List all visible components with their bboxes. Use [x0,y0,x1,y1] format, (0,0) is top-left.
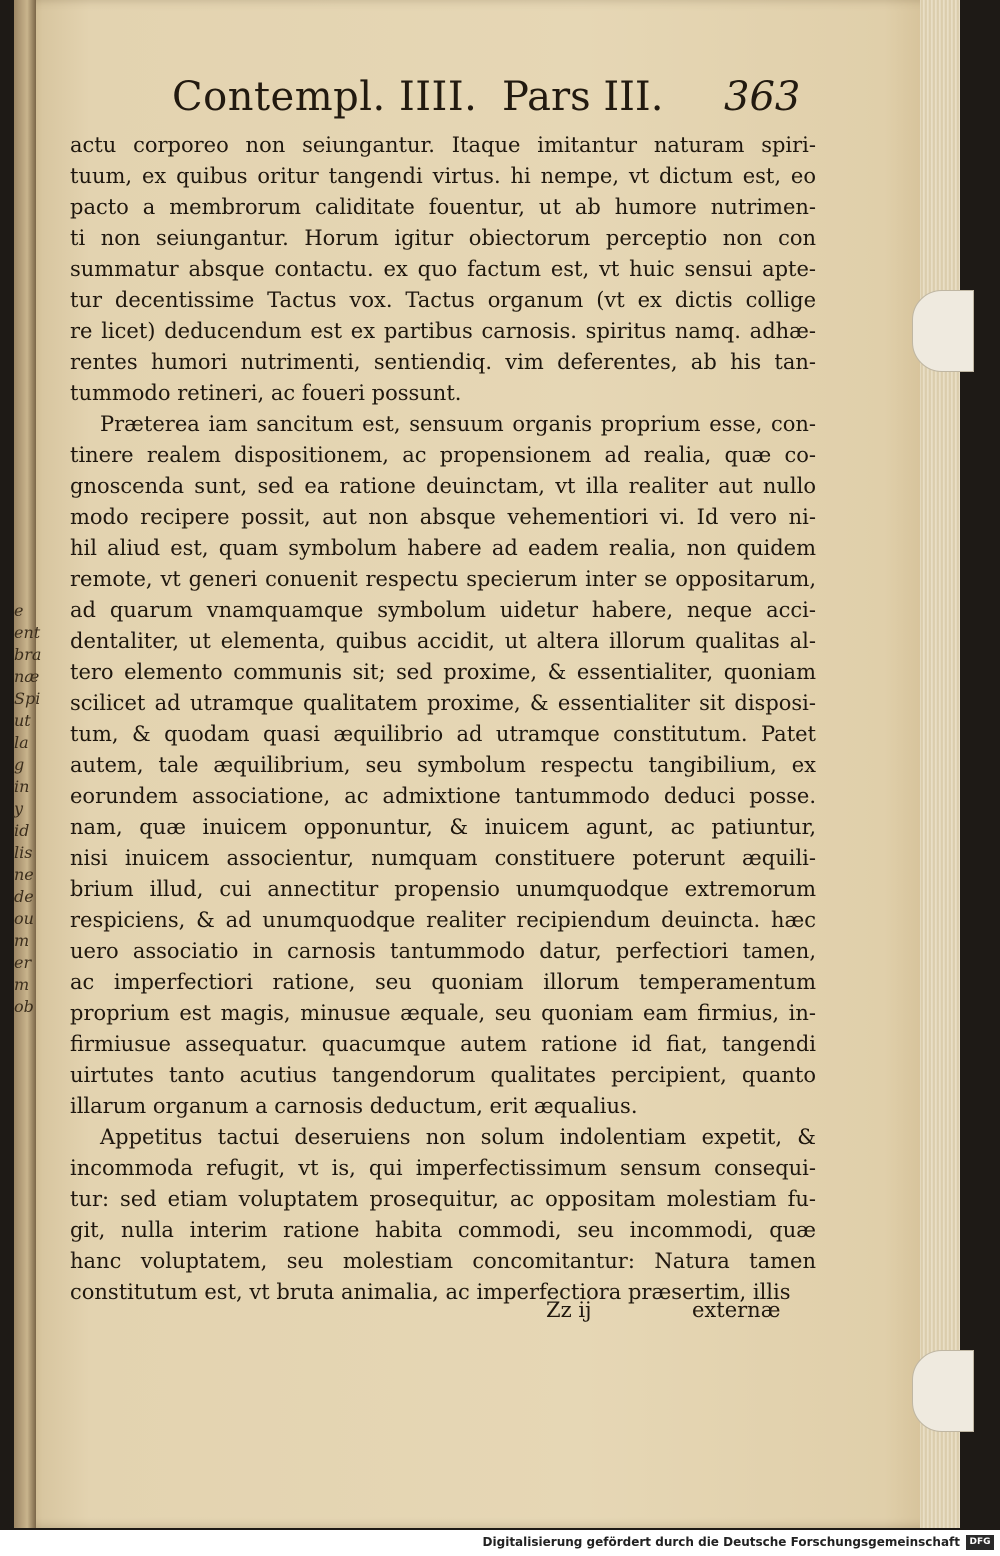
text-line: actu corporeo non seiungantur. Itaque imitantur naturam spiri- [70,133,816,157]
margin-fragment: Spi [14,689,41,708]
header-part: Pars III. [502,74,664,120]
credit-text: Digitalisierung gefördert durch die Deutsche Forschungsgemeinschaft [482,1535,960,1549]
text-line: autem, tale æquilibrium, seu symbolum respectu tangibilium, ex [70,753,816,777]
text-line: dentaliter, ut elementa, quibus accidit, ut altera illorum qualitas al- [70,629,816,653]
text-line: modo recipere possit, aut non absque vehementiori vi. Id vero ni- [70,505,816,529]
text-line: incommoda refugit, vt is, qui imperfectissimum sensum consequi- [70,1156,816,1180]
text-line: remote, vt generi conuenit respectu specierum inter se oppositarum, [70,567,816,591]
signature-mark: Zz ij [546,1298,592,1322]
text-line: uirtutes tanto acutius tangendorum qualitates percipient, quanto [70,1063,816,1087]
credit-bar [0,1530,1000,1556]
text-line: tum, & quodam quasi æquilibrio ad utramque constitutum. Patet [70,722,816,746]
margin-fragment: lis [14,843,33,862]
text-line: Appetitus tactui deseruiens non solum indolentiam expetit, & [100,1125,816,1149]
margin-fragment: la [14,733,29,752]
margin-fragment: næ [14,667,40,686]
text-line: uero associatio in carnosis tantummodo datur, perfectiori tamen, [70,939,816,963]
page-footer [14,1298,960,1330]
margin-fragments [14,600,42,1018]
margin-fragment: m [14,975,30,994]
text-line: scilicet ad utramque qualitatem proxime, & essentialiter sit disposi- [70,691,816,715]
tab-marker-upper [912,290,974,372]
margin-fragment: ne [14,865,34,884]
margin-fragment: ob [14,997,34,1016]
text-line: tur decentissime Tactus vox. Tactus organum (vt ex dictis collige [70,288,816,312]
text-line: hil aliud est, quam symbolum habere ad eadem realia, non quidem [70,536,816,560]
text-line: hanc voluptatem, seu molestiam concomitantur: Natura tamen [70,1249,816,1273]
text-line: re licet) deducendum est ex partibus carnosis. spiritus namq. adhæ- [70,319,816,343]
text-line: illarum organum a carnosis deductum, erit æqualius. [70,1094,638,1118]
book-page [14,0,960,1528]
margin-fragment: er [14,953,32,972]
text-line: tero elemento communis sit; sed proxime, & essentialiter, quoniam [70,660,816,684]
running-header [172,74,812,130]
margin-fragment: y [14,799,24,818]
margin-fragment: de [14,887,34,906]
text-line: Præterea iam sancitum est, sensuum organis proprium esse, con- [100,412,816,436]
text-line: ac imperfectiori ratione, seu quoniam illorum temperamentum [70,970,816,994]
margin-fragment: ut [14,711,31,730]
text-line: ti non seiungantur. Horum igitur obiectorum perceptio non con [70,226,816,250]
margin-fragment: ent [14,623,41,642]
text-line: brium illud, cui annectitur propensio unumquodque extremorum [70,877,816,901]
text-line: nam, quæ inuicem opponuntur, & inuicem agunt, ac patiuntur, [70,815,816,839]
dfg-logo: DFG [966,1535,994,1550]
text-line: tummodo retineri, ac foueri possunt. [70,381,462,405]
body-text [70,130,816,1308]
tab-marker-lower [912,1350,974,1432]
page-number: 363 [724,74,801,120]
text-line: git, nulla interim ratione habita commodi, seu incommodi, quæ [70,1218,816,1242]
margin-fragment: ou [14,909,34,928]
text-line: tinere realem dispositionem, ac propensionem ad realia, quæ co- [70,443,816,467]
margin-fragment: m [14,931,30,950]
catchword: externæ [692,1298,781,1322]
text-line: tuum, ex quibus oritur tangendi virtus. hi nempe, vt dictum est, eo [70,164,816,188]
text-line: constitutum est, vt bruta animalia, ac imperfectiora præsertim, illis [70,1280,791,1304]
margin-fragment: bra [14,645,42,664]
text-line: gnoscenda sunt, sed ea ratione deuinctam, vt illa realiter aut nullo [70,474,816,498]
header-title: Contempl. IIII. [172,74,478,120]
margin-fragment: e [14,601,24,620]
margin-fragment: id [14,821,30,840]
text-line: proprium est magis, minusue æquale, seu quoniam eam firmius, in- [70,1001,816,1025]
text-line: summatur absque contactu. ex quo factum est, vt huic sensui apte- [70,257,816,281]
text-line: firmiusue assequatur. quacumque autem ratione id fiat, tangendi [70,1032,816,1056]
text-line: pacto a membrorum caliditate fouentur, ut ab humore nutrimen- [70,195,816,219]
text-line: respiciens, & ad unumquodque realiter recipiendum deuincta. hæc [70,908,816,932]
text-line: nisi inuicem associentur, numquam constituere poterunt æquili- [70,846,816,870]
text-line: eorundem associatione, ac admixtione tantummodo deduci posse. [70,784,816,808]
text-line: rentes humori nutrimenti, sentiendiq. vim deferentes, ab his tan- [70,350,816,374]
text-line: ad quarum vnamquamque symbolum uidetur habere, neque acci- [70,598,816,622]
margin-fragment: in [14,777,30,796]
text-line: tur: sed etiam voluptatem prosequitur, ac oppositam molestiam fu- [70,1187,816,1211]
margin-fragment: g [14,755,25,774]
